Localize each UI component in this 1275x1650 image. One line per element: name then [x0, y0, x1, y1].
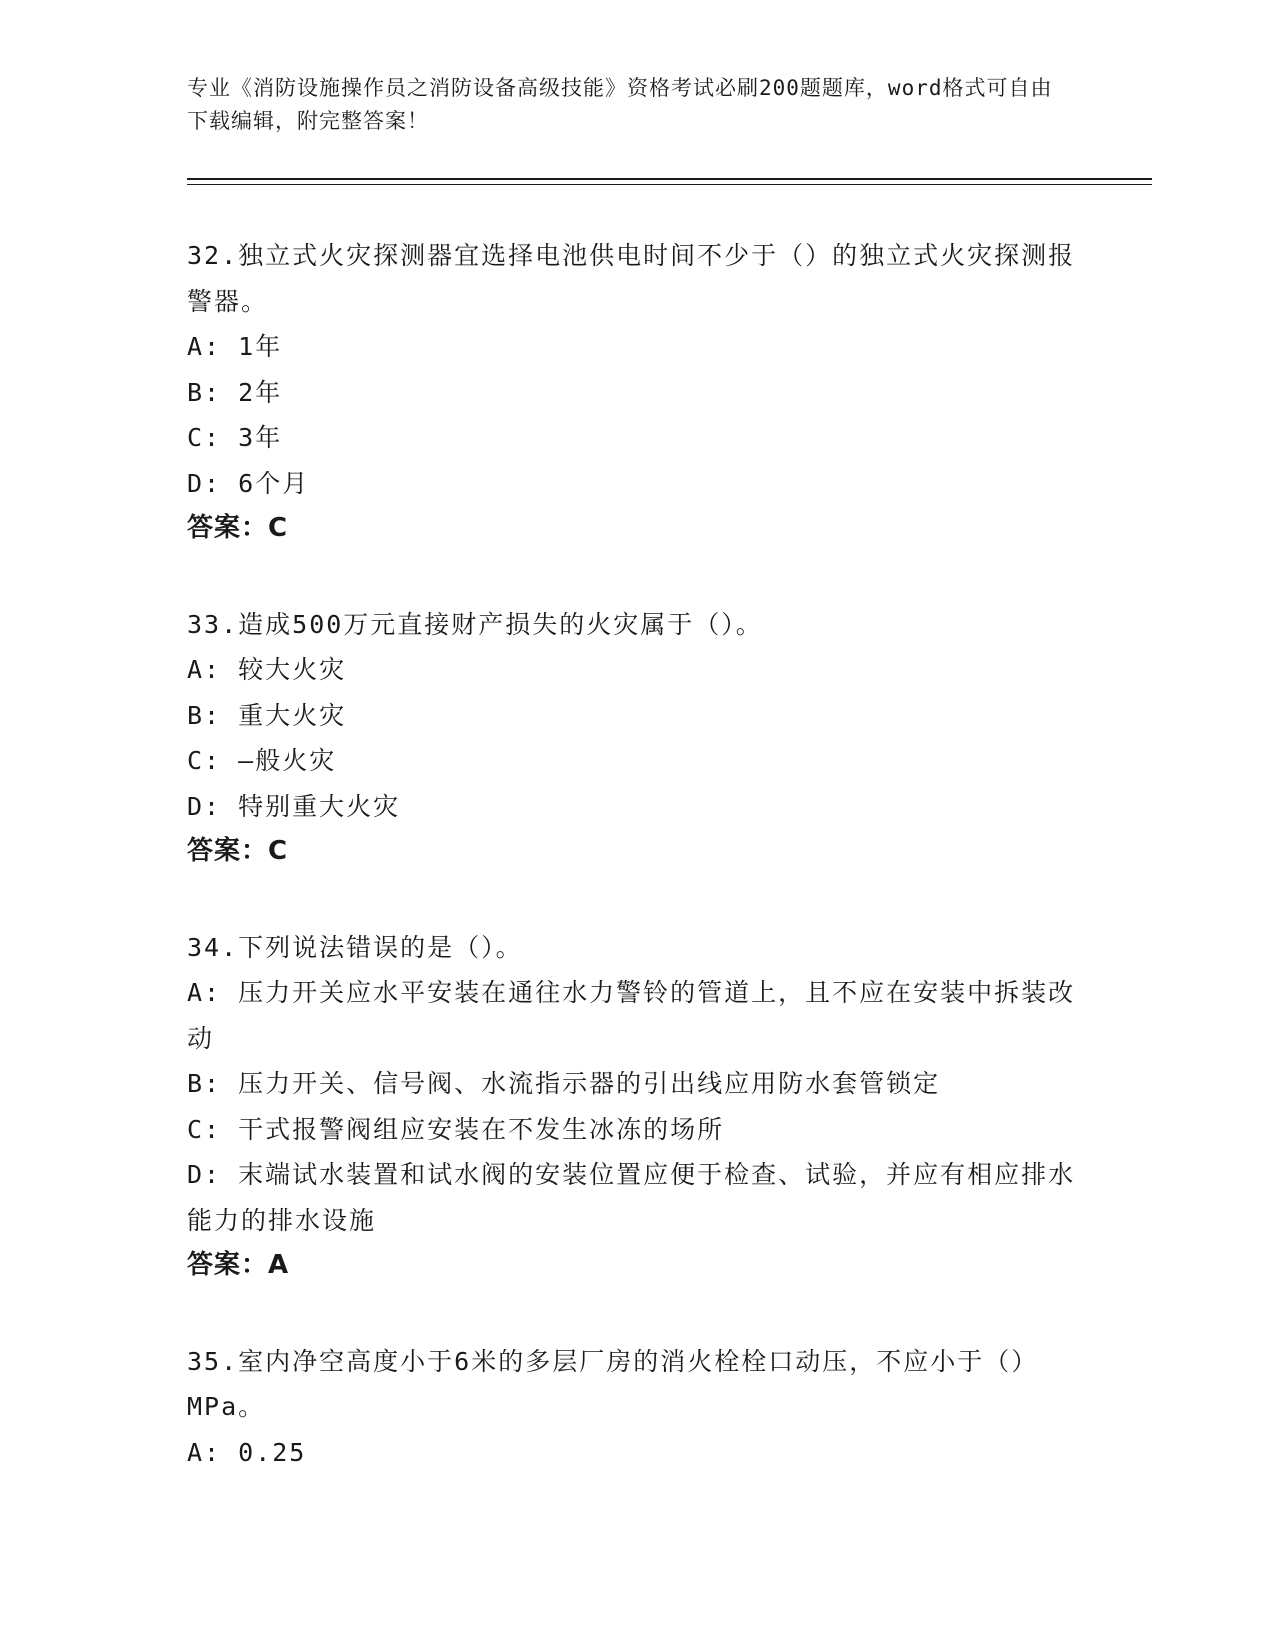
question-stem: 34.下列说法错误的是（）。 [187, 932, 523, 962]
question-list [187, 233, 1077, 1525]
question-35 [187, 1339, 1077, 1476]
document-header: 专业《消防设施操作员之消防设备高级技能》资格考试必刷200题题库，word格式可自由下载编辑，附完整答案！ [187, 76, 1053, 133]
question-32 [187, 233, 1077, 552]
answer-label: 答案：C [187, 513, 289, 543]
option-b: B: 2年 [187, 377, 283, 407]
question-stem: 32.独立式火灾探测器宜选择电池供电时间不少于（）的独立式火灾探测报警器。 [187, 241, 1076, 316]
header-divider [187, 178, 1152, 180]
option-b: B: 压力开关、信号阀、水流指示器的引出线应用防水套管锁定 [187, 1069, 941, 1098]
question-33 [187, 602, 1077, 875]
option-c: C: 3年 [187, 423, 283, 452]
option-b: B: 重大火灾 [187, 700, 347, 730]
option-d: D: 末端试水装置和试水阀的安装位置应便于检查、试验，并应有相应排水能力的排水设施 [187, 1160, 1076, 1235]
question-stem: 35.室内净空高度小于6米的多层厂房的消火栓栓口动压，不应小于（）MPa。 [187, 1346, 1039, 1421]
option-d: D: 6个月 [187, 468, 310, 498]
option-a: A: 0.25 [187, 1437, 307, 1467]
answer-label: 答案：C [187, 836, 289, 866]
option-a: A: 较大火灾 [187, 655, 347, 684]
answer-label: 答案：A [187, 1250, 290, 1280]
option-c: C: —般火灾 [187, 746, 337, 775]
option-c: C: 干式报警阀组应安装在不发生冰冻的场所 [187, 1114, 725, 1144]
question-34 [187, 925, 1077, 1289]
question-stem: 33.造成500万元直接财产损失的火灾属于（）。 [187, 609, 763, 639]
option-a: A: 压力开关应水平安装在通往水力警铃的管道上，且不应在安装中拆装改动 [187, 978, 1076, 1053]
option-a: A: 1年 [187, 332, 283, 361]
header-divider-thin [187, 184, 1152, 185]
option-d: D: 特别重大火灾 [187, 791, 401, 821]
